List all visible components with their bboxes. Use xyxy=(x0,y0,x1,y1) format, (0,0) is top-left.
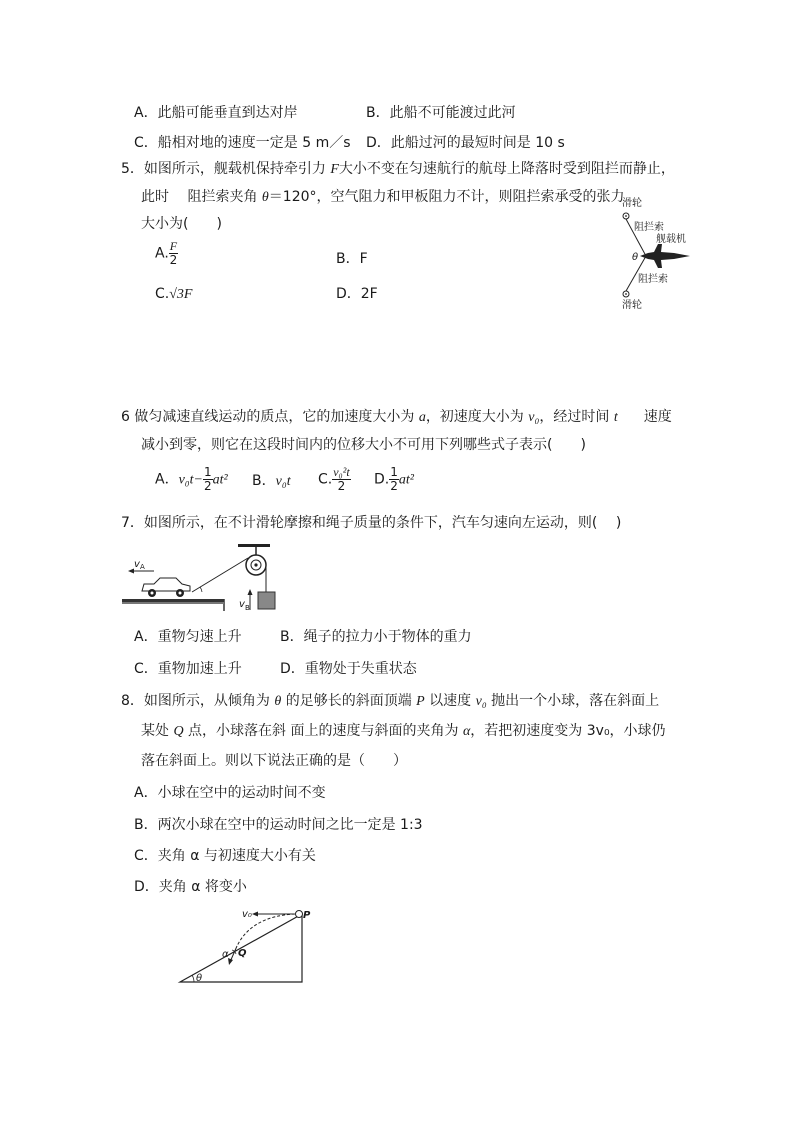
q4-option-c: C．船相对地的速度一定是 5 m／s xyxy=(134,135,351,151)
q5-option-a: A. $\frac{F}{2}$ xyxy=(155,239,178,267)
q5-option-c: C.√3F xyxy=(155,286,193,302)
q7-option-c: C．重物加速上升 xyxy=(134,661,242,677)
q6-stem-line1: 6 做匀减速直线运动的质点，它的加速度大小为 a，初速度大小为 v₀，经过时间 t 速度 xyxy=(121,409,672,425)
label-pulley-top: 滑轮 xyxy=(622,198,642,209)
label-plane: 舰载机 xyxy=(656,234,686,245)
q7-stem: 7．如图所示，在不计滑轮摩擦和绳子质量的条件下，汽车匀速向左运动，则( ) xyxy=(121,515,622,531)
q8-option-d: D．夹角 α 将变小 xyxy=(134,879,247,895)
q5-arresting-cable-figure xyxy=(612,196,702,314)
q8-option-c: C．夹角 α 与初速度大小有关 xyxy=(134,848,316,864)
label-theta: θ xyxy=(196,973,203,984)
weight-block xyxy=(258,592,275,609)
label-vA-sub: A xyxy=(140,563,145,571)
q4-option-d: D．此船过河的最短时间是 10 s xyxy=(366,135,565,151)
q4-option-b: B．此船不可能渡过此河 xyxy=(366,105,516,121)
label-v0: v₀ xyxy=(242,909,252,920)
ball-icon xyxy=(296,911,303,918)
label-Q: Q xyxy=(238,948,247,959)
label-pulley-bottom: 滑轮 xyxy=(622,300,642,311)
q8-stem-line1: 8．如图所示，从倾角为 θ 的足够长的斜面顶端 P 以速度 v₀ 抛出一个小球，落在斜面上 xyxy=(121,693,660,709)
q6-option-d: D. $\frac{1}{2}$ at² xyxy=(374,465,414,493)
q6-stem-line2: 减小到零，则它在这段时间内的位移大小不可用下列哪些式子表示( ) xyxy=(141,437,586,453)
label-P: P xyxy=(303,910,311,921)
q5-option-d: D．2F xyxy=(336,286,378,302)
q5-stem-line2: 此时 阻拦索夹角 θ＝120°，空气阻力和甲板阻力不计，则阻拦索承受的张力 xyxy=(141,189,625,205)
q8-option-a: A．小球在空中的运动时间不变 xyxy=(134,785,326,801)
label-vB-sub: B xyxy=(245,604,250,612)
label-vA: v xyxy=(134,559,140,570)
q4-option-a: A．此船可能垂直到达对岸 xyxy=(134,105,298,121)
q6-option-a: A．v₀t− $\frac{1}{2}$ at² xyxy=(155,465,228,493)
q7-option-a: A．重物匀速上升 xyxy=(134,629,242,645)
label-cable-bottom: 阻拦索 xyxy=(638,274,668,285)
car-icon xyxy=(142,578,190,591)
q7-option-d: D．重物处于失重状态 xyxy=(280,661,417,677)
q6-option-c: C. $\frac{\text{v₀²t}}{2}$ xyxy=(318,465,350,493)
q5-stem-line1: 5．如图所示，舰载机保持牵引力 F大小不变在匀速航行的航母上降落时受到阻拦而静止， xyxy=(121,161,675,177)
q7-car-pulley-figure xyxy=(120,540,280,612)
q8-option-b: B．两次小球在空中的运动时间之比一定是 1:3 xyxy=(134,817,423,833)
label-theta: θ xyxy=(632,252,639,263)
q5-stem-line3: 大小为( ) xyxy=(141,216,222,232)
fighter-jet-icon xyxy=(640,244,690,268)
q5-option-b: B．F xyxy=(336,251,368,267)
q8-stem-line3: 落在斜面上。则以下说法正确的是（ ） xyxy=(141,753,407,769)
q8-incline-projectile-figure xyxy=(172,904,312,986)
q7-option-b: B．绳子的拉力小于物体的重力 xyxy=(280,629,472,645)
q8-stem-line2: 某处 Q 点，小球落在斜 面上的速度与斜面的夹角为 α，若把初速度变为 3v₀，小球仍 xyxy=(141,723,666,739)
label-vB: v xyxy=(239,599,245,610)
label-alpha: α xyxy=(222,949,229,960)
label-cable-top: 阻拦索 xyxy=(634,222,664,233)
q6-option-b: B．v₀t xyxy=(252,473,291,489)
